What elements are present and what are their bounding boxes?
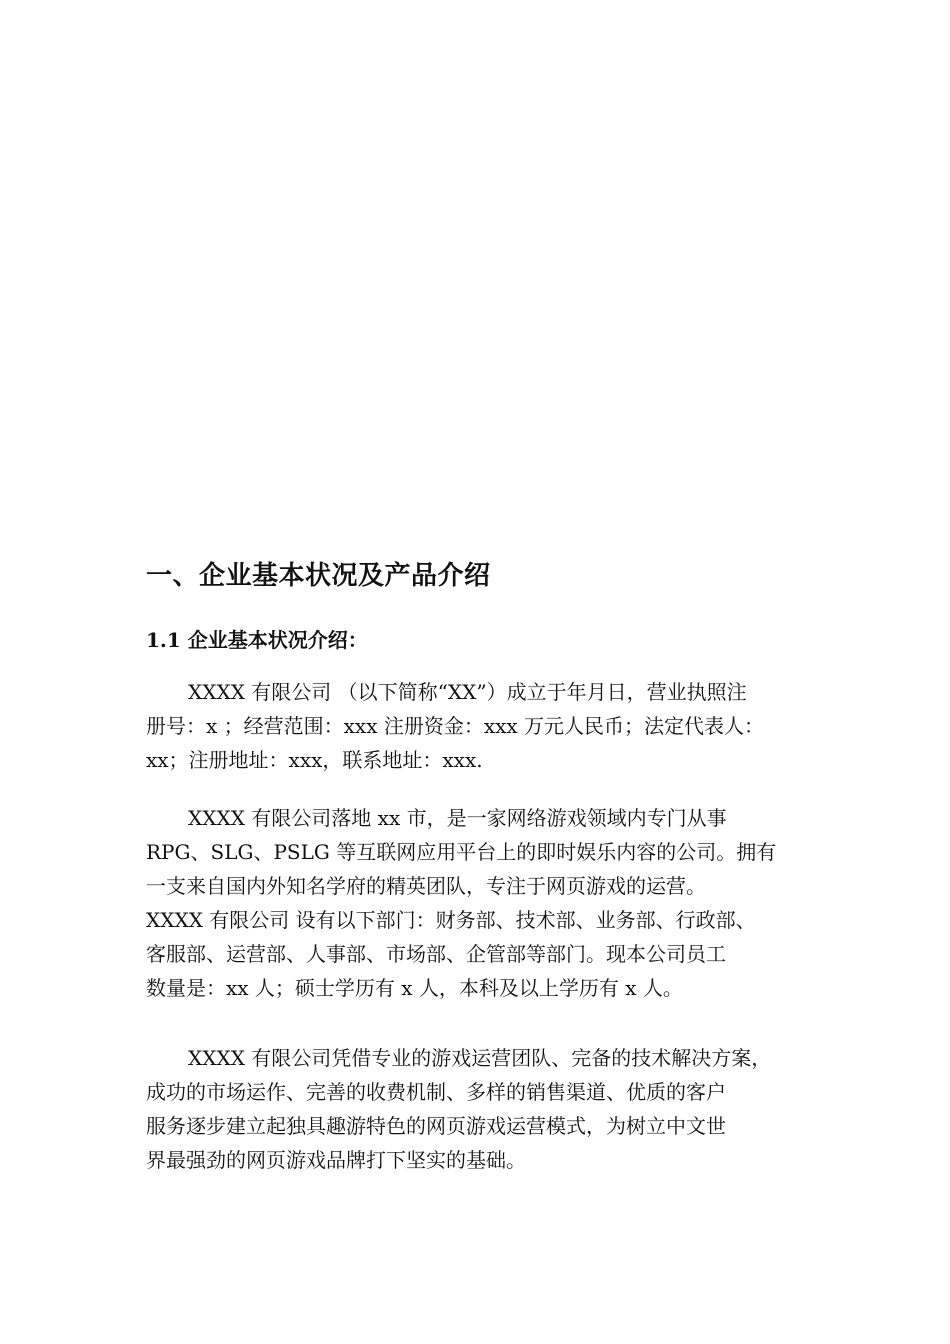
paragraph-line: XXXX 有限公司落地 xx 市，是一家网络游戏领域内专门从事: [188, 806, 727, 830]
paragraph-line: 客服部、运营部、人事部、市场部、企管部等部门。现本公司员工: [146, 942, 726, 966]
paragraph-line: 一支来自国内外知名学府的精英团队，专注于网页游戏的运营。: [146, 874, 706, 898]
company-strengths-paragraph: [146, 1041, 771, 1177]
paragraph-line: XXXX 有限公司 （以下简称“XX”）成立于年月日，营业执照注: [188, 680, 747, 704]
paragraph-line: 界最强劲的网页游戏品牌打下坚实的基础。: [146, 1148, 526, 1172]
section-heading: 一、企业基本状况及产品介绍: [146, 561, 491, 591]
company-profile-paragraph: [146, 801, 776, 1005]
paragraph-line: 成功的市场运作、完善的收费机制、多样的销售渠道、优质的客户: [146, 1080, 726, 1104]
paragraph-line: XXXX 有限公司凭借专业的游戏运营团队、完备的技术解决方案，: [188, 1046, 772, 1070]
paragraph-line: 数量是：xx 人；硕士学历有 x 人，本科及以上学历有 x 人。: [146, 976, 683, 1000]
paragraph-line: RPG、SLG、PSLG 等互联网应用平台上的即时娱乐内容的公司。拥有: [146, 840, 777, 864]
paragraph-line: XXXX 有限公司 设有以下部门：财务部、技术部、业务部、行政部、: [146, 908, 756, 932]
paragraph-line: xx；注册地址：xxx，联系地址：xxx.: [146, 748, 483, 772]
subsection-heading: 1.1 企业基本状况介绍：: [146, 628, 368, 652]
company-info-paragraph: [146, 675, 764, 777]
paragraph-line: 册号：x ；经营范围：xxx 注册资金：xxx 万元人民币；法定代表人：: [146, 714, 765, 738]
paragraph-line: 服务逐步建立起独具趣游特色的网页游戏运营模式，为树立中文世: [146, 1114, 726, 1138]
